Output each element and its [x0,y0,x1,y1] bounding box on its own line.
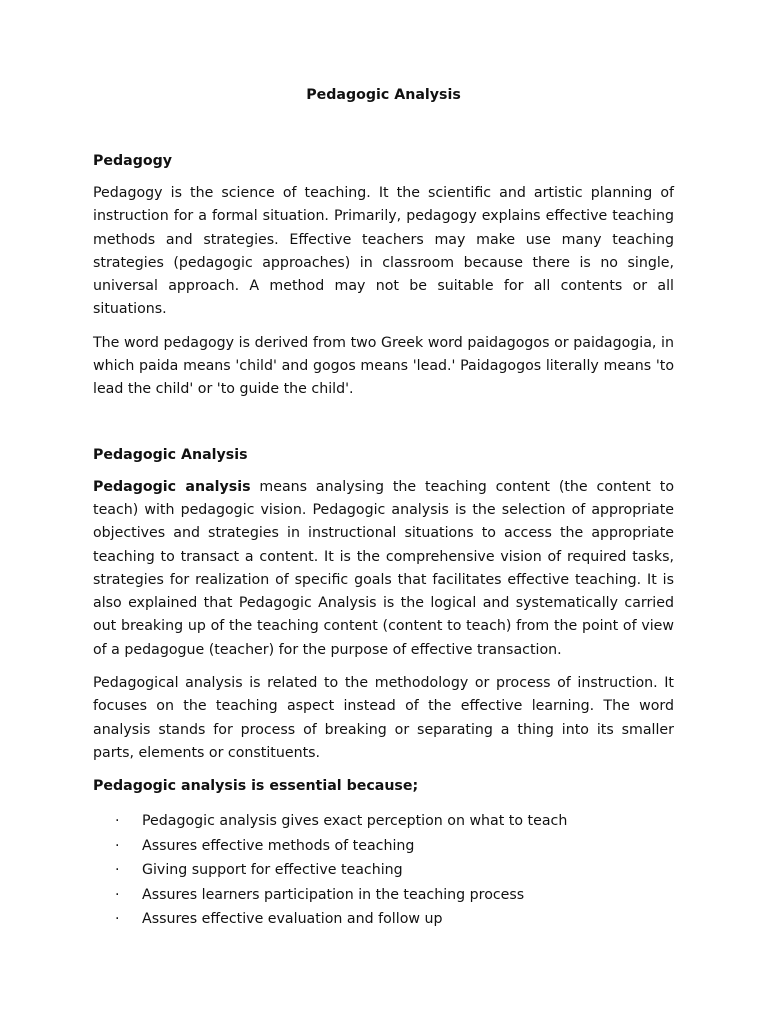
bullet-icon: · [115,813,120,830]
section-pedagogic-analysis [93,444,674,932]
bullet-icon: · [115,837,120,854]
document-title: Pedagogic Analysis [306,87,461,103]
section-heading-pedagogy: Pedagogy [93,153,173,169]
section-pedagogy [93,150,674,402]
paragraph-pedagogy-definition: Pedagogy is the science of teaching. It the scientific and artistic planning of instruction for a formal situation. Primarily, pedagogy explains effective teaching methods and strategies. Effective teachers may make use many teaching strategies (pedagogic approaches) in classroom because there is no single, universal approach. A method may not be suitable for all contents or all situations. [93,185,674,318]
list-heading-essential: Pedagogic analysis is essential because; [93,778,419,795]
list-item [93,883,674,908]
section-heading-pedagogic-analysis: Pedagogic Analysis [93,446,248,463]
list-item [93,907,674,932]
bullet-icon: · [115,911,120,928]
list-item [93,858,674,883]
paragraph-pedagogical-methodology: Pedagogical analysis is related to the methodology or process of instruction. It focuses on the teaching aspect instead of the effective learning. The word analysis stands for process of breaking or separating a thing into its smaller parts, elements or constituents. [93,675,674,761]
list-item-text: Assures effective evaluation and follow up [142,911,443,928]
paragraph-pedagogic-analysis-definition [93,476,674,662]
bullet-icon: · [115,862,120,879]
list-item-text: Assures learners participation in the teaching process [142,886,525,903]
essential-reasons-list [93,809,674,932]
definition-text: means analysing the teaching content (the content to teach) with pedagogic vision. Pedagogic analysis is the selection of appropriate objectives and strategies in instructional situations to access the appropriate teaching to transact a content. It is the comprehensive vision of required tasks, strategies for realization of specific goals that facilitates effective teaching. It is also explained that Pedagogic Analysis is the logical and systematically carried out breaking up of the teaching content (content to teach) from the point of view of a pedagogue (teacher) for the purpose of effective transaction. [93,478,674,658]
list-item [93,834,674,859]
list-item-text: Assures effective methods of teaching [142,837,415,854]
list-item-text: Pedagogic analysis gives exact perception on what to teach [142,813,568,830]
bullet-icon: · [115,886,120,903]
bold-term: Pedagogic analysis [93,478,251,495]
paragraph-pedagogy-etymology: The word pedagogy is derived from two Greek word paidagogos or paidagogia, in which paida means 'child' and gogos means 'lead.' Paidagogos literally means 'to lead the child' or 'to guide the child'. [93,334,674,398]
list-item-text: Giving support for effective teaching [142,862,403,879]
list-item [93,809,674,834]
